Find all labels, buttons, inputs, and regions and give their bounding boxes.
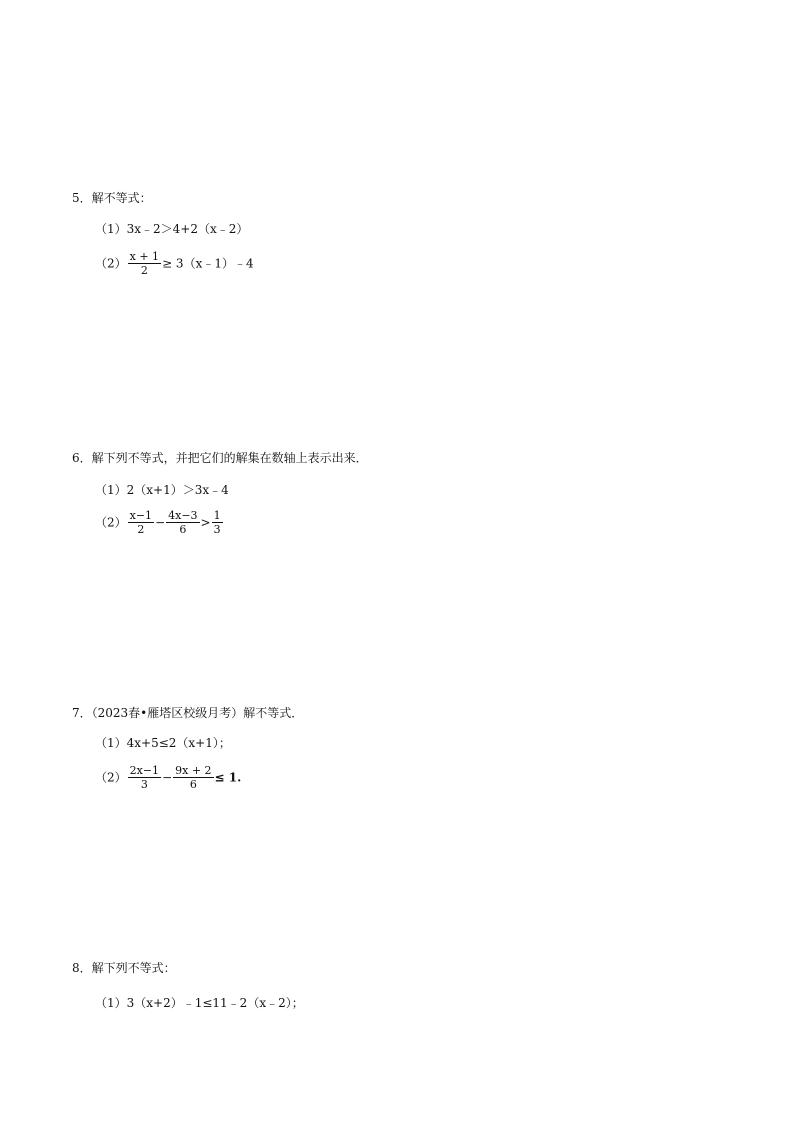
numerator: x−1 xyxy=(129,509,153,522)
question-7-part-1: （1）4x+5≤2（x+1）； xyxy=(95,736,231,750)
fraction xyxy=(173,764,213,791)
fraction xyxy=(166,509,199,536)
denominator: 3 xyxy=(213,523,221,536)
numerator: 2x−1 xyxy=(129,764,160,777)
expression-rest: ≤ 1. xyxy=(214,770,242,785)
question-6-part-1: （1）2（x+1）＞3x﹣4 xyxy=(95,483,229,497)
part-label: （2） xyxy=(95,770,127,785)
fraction xyxy=(128,764,161,791)
denominator: 2 xyxy=(137,523,145,536)
part-label: （2） xyxy=(95,515,127,530)
question-5-part-2 xyxy=(95,250,254,277)
fraction xyxy=(128,250,161,277)
part-label: （2） xyxy=(95,256,127,271)
minus-sign: − xyxy=(155,515,166,530)
numerator: 9x + 2 xyxy=(175,764,212,777)
question-5-part-1: （1）3x﹣2＞4+2（x﹣2） xyxy=(95,222,249,236)
question-7-title: 7．（2023春•雁塔区校级月考）解不等式． xyxy=(72,706,304,720)
numerator: 1 xyxy=(213,509,221,522)
fraction xyxy=(128,509,154,536)
question-8-title: 8．解下列不等式： xyxy=(72,961,176,975)
numerator: x + 1 xyxy=(129,250,160,263)
denominator: 6 xyxy=(179,523,187,536)
question-5-title: 5．解不等式： xyxy=(72,191,152,205)
expression-rest: ≥ 3（x﹣1）﹣4 xyxy=(162,256,254,271)
greater-than-sign: > xyxy=(200,515,211,530)
fraction xyxy=(212,509,223,536)
question-8-part-1: （1）3（x+2）﹣1≤11﹣2（x﹣2）； xyxy=(95,996,304,1010)
question-6-title: 6．解下列不等式，并把它们的解集在数轴上表示出来． xyxy=(72,451,368,465)
minus-sign: − xyxy=(162,770,173,785)
denominator: 3 xyxy=(140,778,148,791)
question-6-part-2 xyxy=(95,509,224,536)
denominator: 6 xyxy=(189,778,197,791)
denominator: 2 xyxy=(140,264,148,277)
question-7-part-2 xyxy=(95,764,241,791)
numerator: 4x−3 xyxy=(168,509,198,522)
